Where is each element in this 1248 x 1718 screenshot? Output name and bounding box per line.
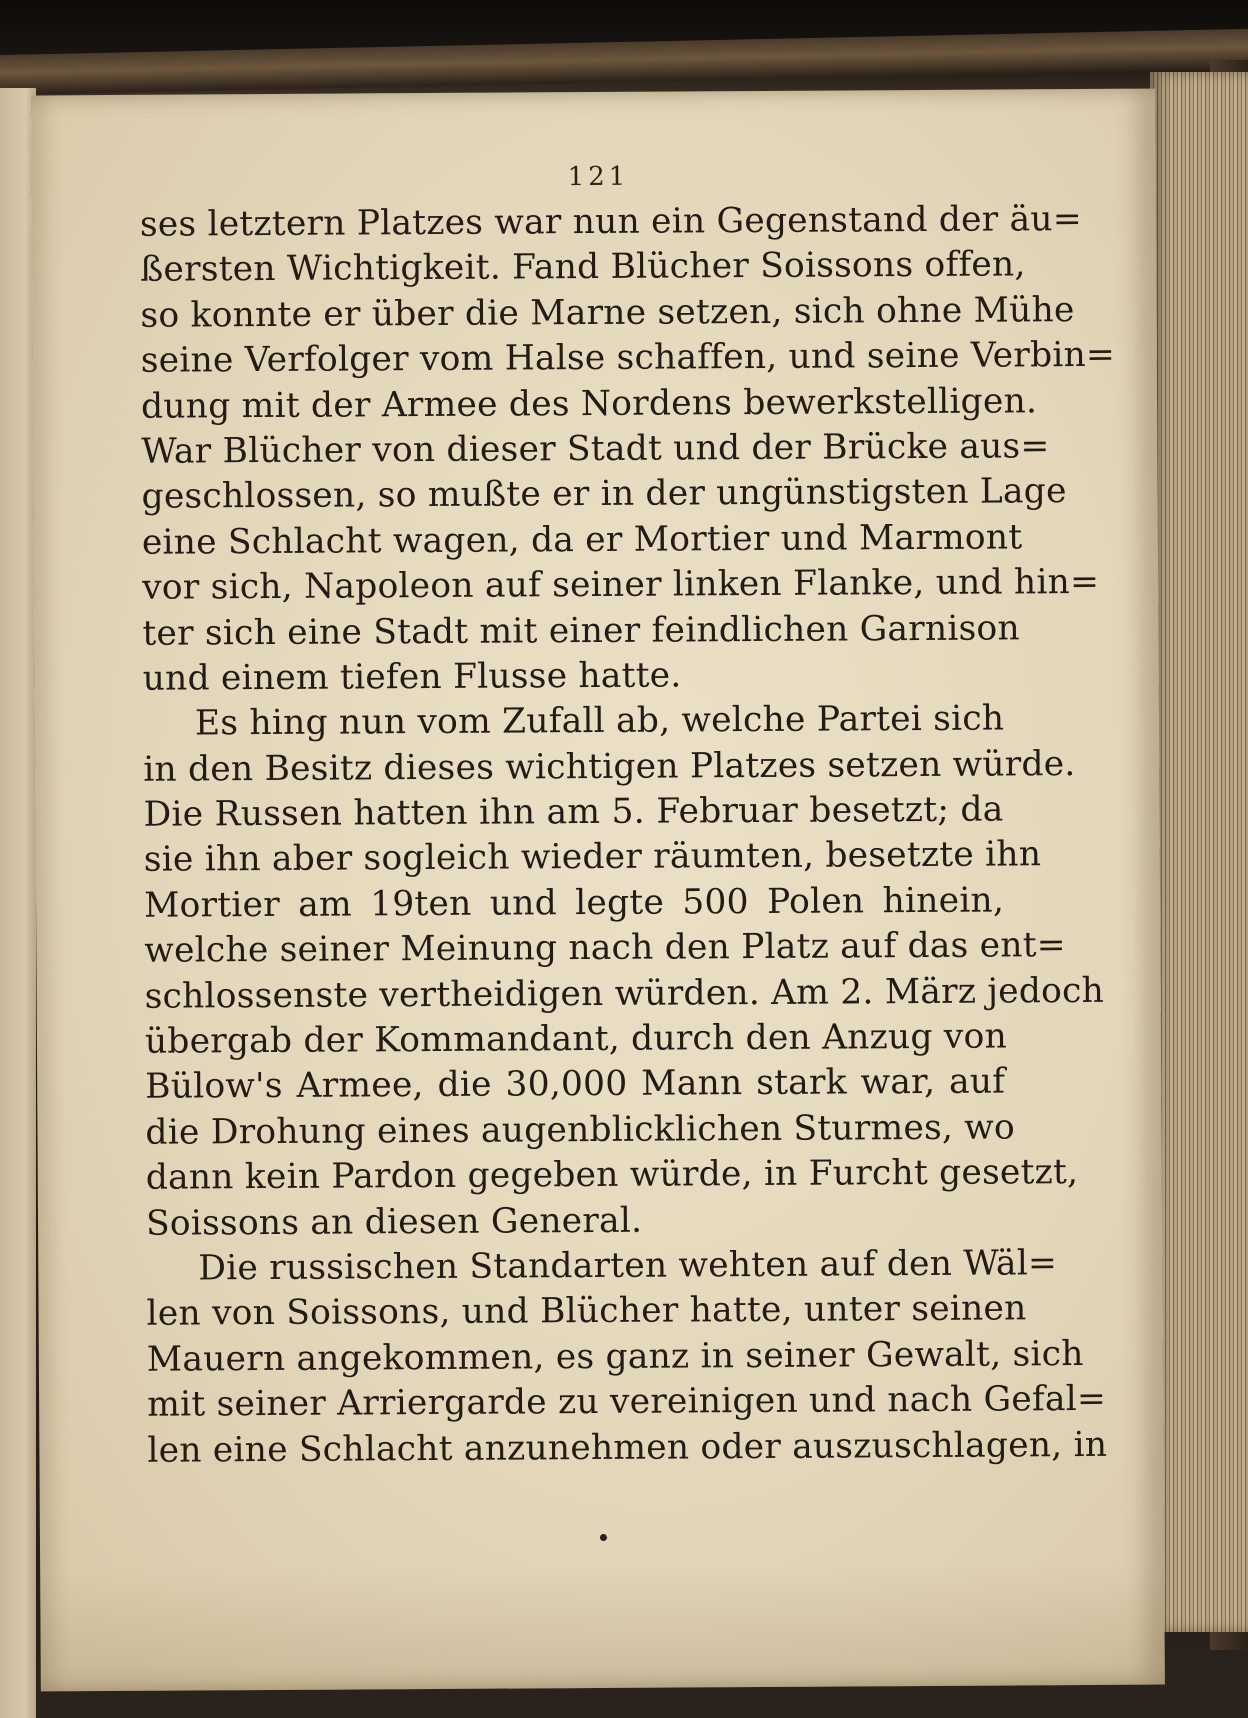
text-line: Die russischen Standarten wehten auf den Wäl= (198, 1243, 1058, 1289)
text-line: ßersten Wichtigkeit. Fand Blücher Soissons offen, (140, 244, 1026, 291)
text-line: dann kein Pardon gegeben würde, in Furcht gesetzt, (145, 1152, 1079, 1198)
text-line: ter sich eine Stadt mit einer feindlichen Garnison (142, 607, 1020, 654)
text-line: Soissons an diesen General. (145, 1200, 643, 1244)
printer-dot-mark (600, 1534, 607, 1541)
text-line: mit seiner Arriergarde zu vereinigen und nach Gefal= (147, 1379, 1107, 1425)
text-line: Es hing nun vom Zufall ab, welche Partei sich (194, 698, 1005, 744)
text-line: len eine Schlacht anzunehmen oder auszuschlagen, in (147, 1424, 1108, 1471)
text-line: übergab der Kommandant, durch den Anzug von (144, 1016, 1008, 1062)
text-line: War Blücher von dieser Stadt und der Brücke aus= (141, 426, 1050, 472)
text-line: eine Schlacht wagen, da er Mortier und Marmont (141, 517, 1023, 563)
text-line: geschlossen, so mußte er in der ungünstigsten Lage (141, 471, 1067, 518)
text-line: Die Russen hatten ihn am 5. Februar besetzt; da (143, 789, 1004, 835)
text-line: so konnte er über die Marne setzen, sich ohne Mühe (140, 289, 1075, 336)
text-line: sie ihn aber sogleich wieder räumten, besetzte ihn (143, 834, 1042, 881)
page-number: 121 (567, 161, 630, 193)
book-page (31, 89, 1165, 1692)
text-line: Mortier am 19ten und legte 500 Polen hinein, (143, 880, 1005, 926)
page-text (139, 198, 1116, 1474)
text-line: und einem tiefen Flusse hatte. (142, 655, 682, 699)
text-line: Bülow's Armee, die 30,000 Mann stark war, auf (145, 1061, 1006, 1108)
text-line: seine Verfolger vom Halse schaffen, und seine Verbin= (140, 335, 1116, 381)
previous-page-edge (0, 88, 36, 1718)
text-line: len von Soissons, und Blücher hatte, unter seinen (146, 1288, 1027, 1335)
text-line: schlossenste vertheidigen würden. Am 2. März jedoch (144, 970, 1105, 1017)
text-line: ses letztern Platzes war nun ein Gegenstand der äu= (139, 199, 1083, 245)
text-line: in den Besitz dieses wichtigen Platzes setzen würde. (143, 743, 1076, 790)
text-line: vor sich, Napoleon auf seiner linken Flanke, und hin= (142, 562, 1100, 608)
text-line: die Drohung eines augenblicklichen Sturmes, wo (145, 1107, 1016, 1153)
text-line: dung mit der Armee des Nordens bewerkstelligen. (140, 380, 1038, 427)
page-stack-edge (1150, 72, 1248, 1632)
text-line: welche seiner Meinung nach den Platz auf das ent= (144, 925, 1066, 972)
text-line: Mauern angekommen, es ganz in seiner Gewalt, sich (146, 1333, 1084, 1380)
